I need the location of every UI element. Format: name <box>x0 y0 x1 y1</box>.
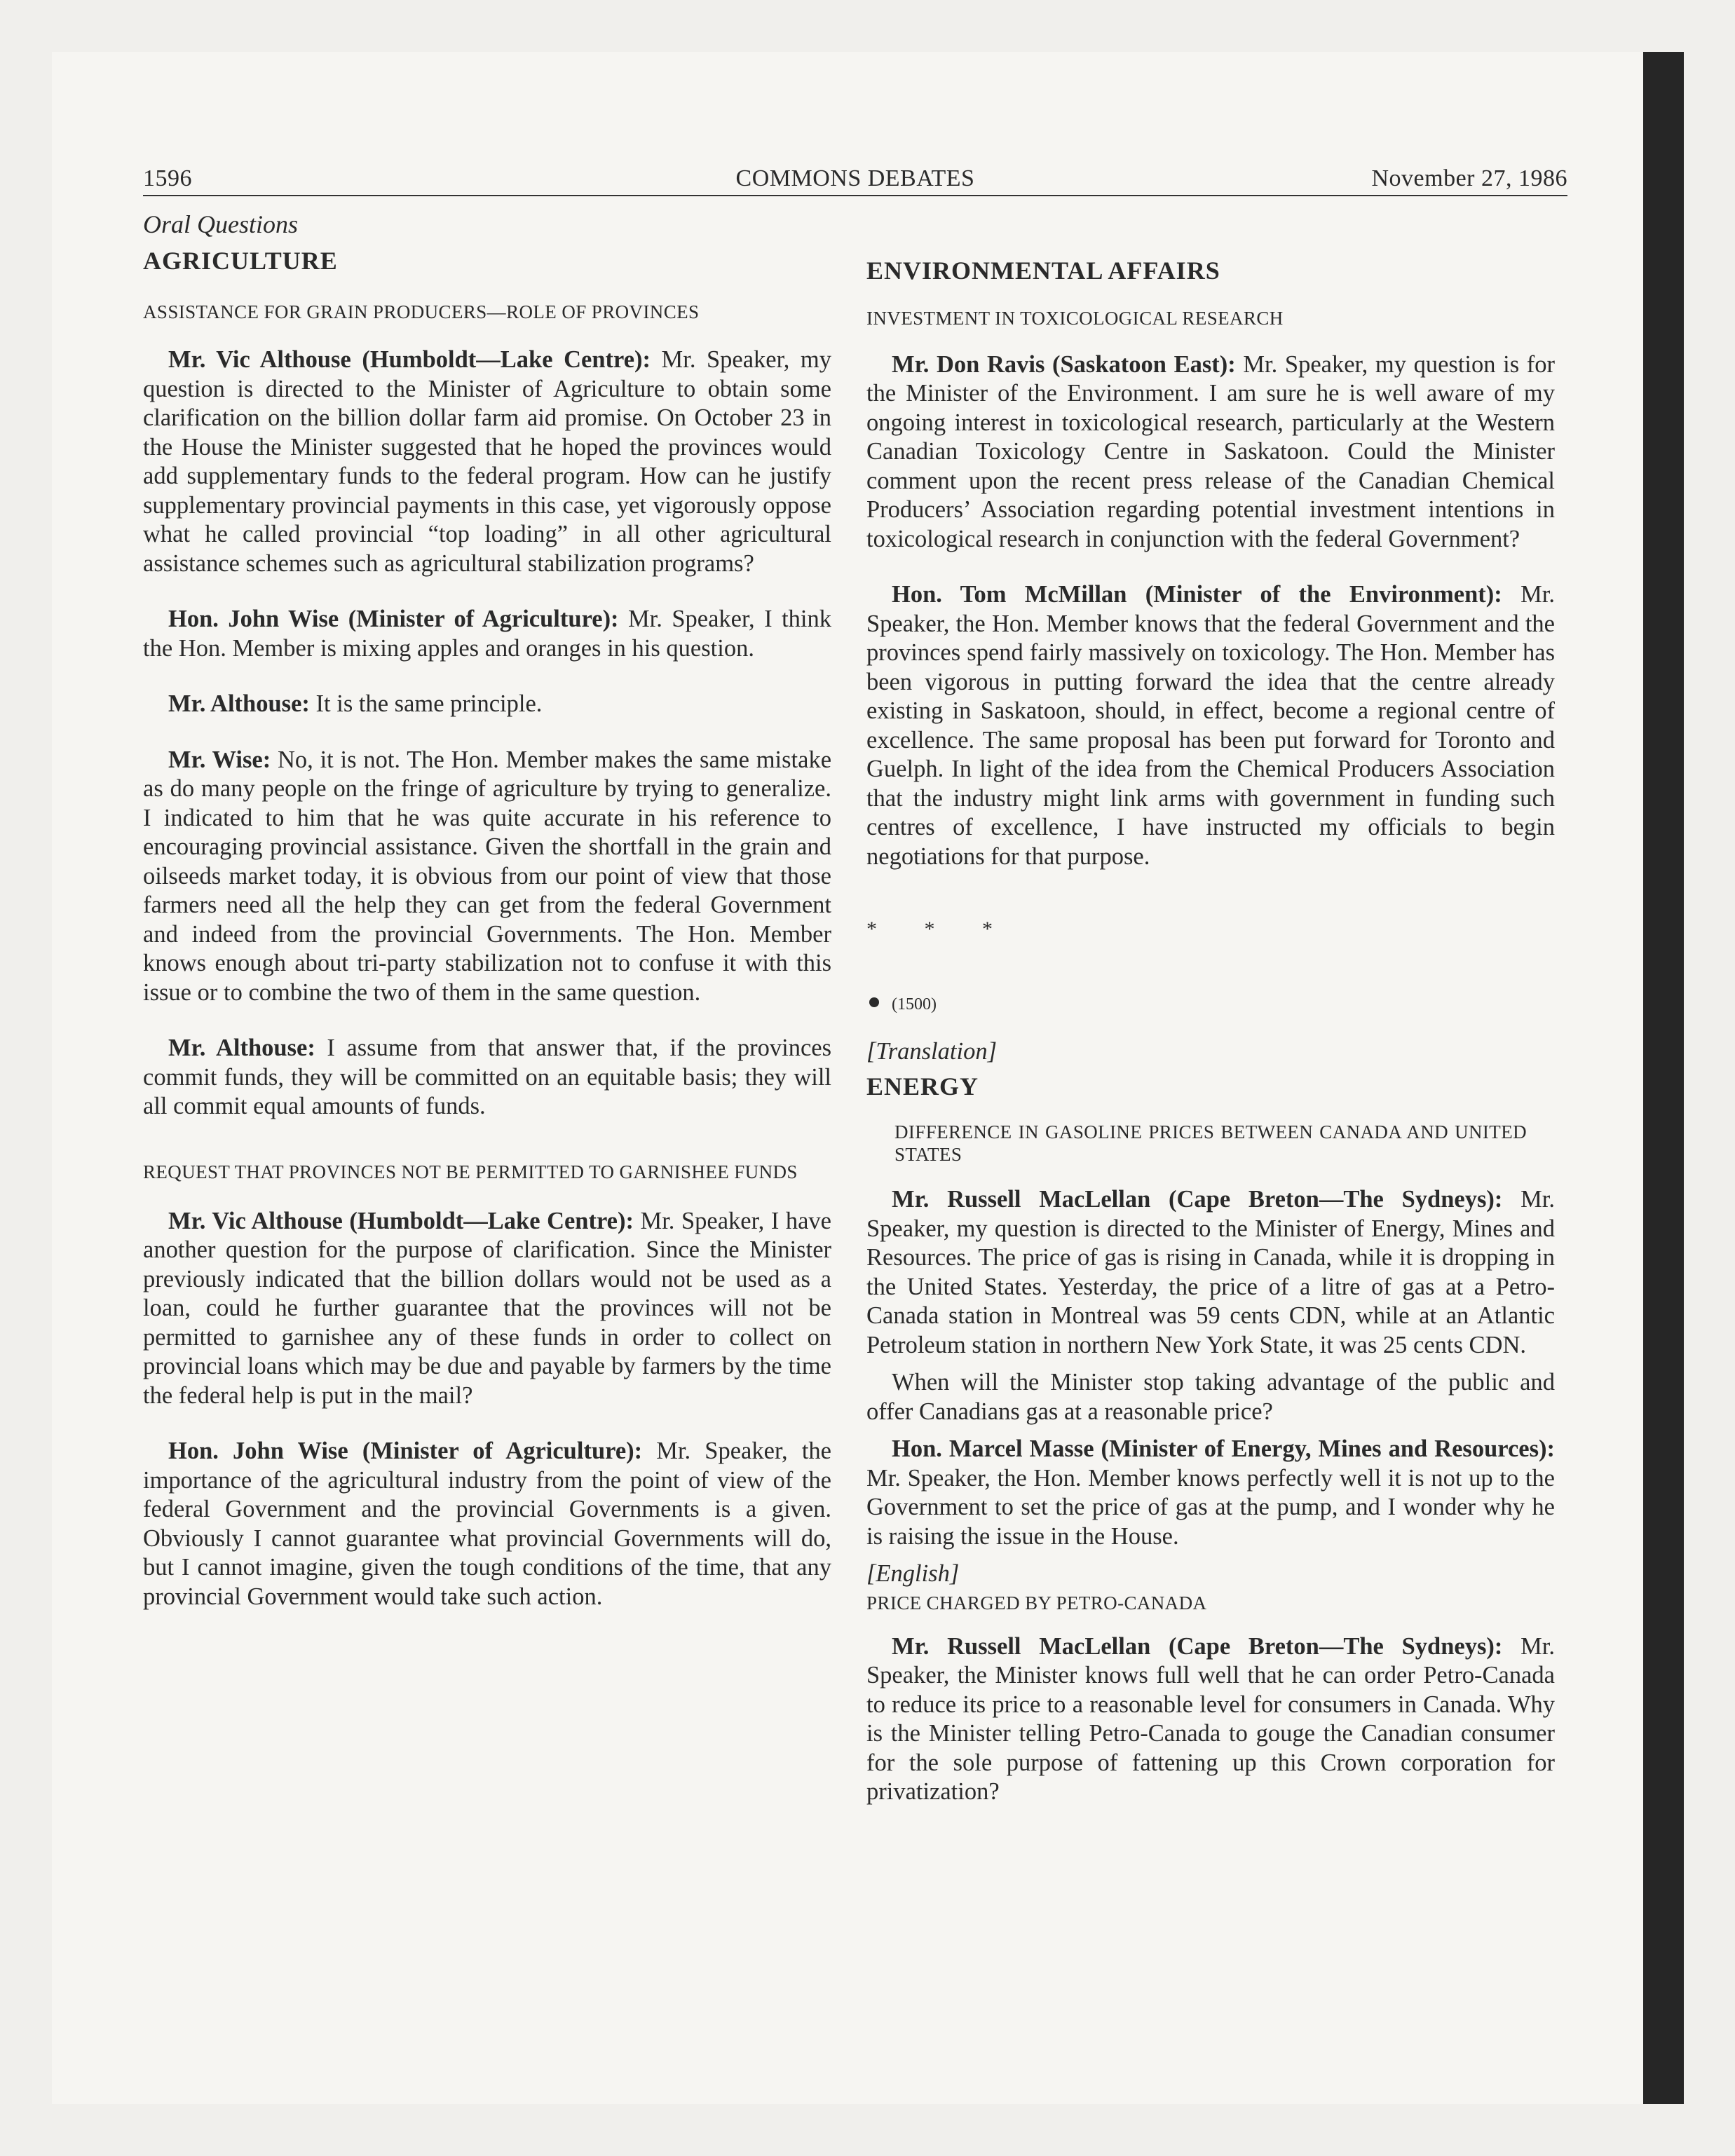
subheading-petro-canada-price: PRICE CHARGED BY PETRO-CANADA <box>866 1592 1207 1613</box>
speech-paragraph <box>866 350 1555 554</box>
section-kicker: Oral Questions <box>143 210 299 238</box>
section-heading-environmental-affairs: ENVIRONMENTAL AFFAIRS <box>866 257 1220 285</box>
speech-text: When will the Minister stop taking advantage of the public and offer Canadians gas at a reasonable price? <box>866 1369 1555 1425</box>
timestamp: (1500) <box>892 995 937 1014</box>
speech-text: Mr. Speaker, my question is directed to the Minister of Agriculture to obtain some clarification on the billion dollar farm aid promise. On October 23 in the House the Minister suggested that he hoped the provinces would add supplementary funds to the federal program. How can he justify supplementary provincial payments in this case, yet vigorously oppose what he called provincial “top loading” in all other agricultural assistance schemes such as agricultural stabilization programs? <box>143 346 831 577</box>
header-rule <box>143 195 1567 196</box>
speech-paragraph <box>866 1185 1555 1360</box>
speech-paragraph <box>143 1207 831 1411</box>
section-separator-stars: * * * <box>866 917 1014 941</box>
speech-text: Mr. Speaker, the Minister knows full well that he can order Petro-Canada to reduce its price to a reasonable level for consumers in Canada. Why is the Minister telling Petro-Canada to gouge the Canadian consumer for the sole purpose of fattening up this Crown corporation for privatization? <box>866 1632 1555 1805</box>
speech-paragraph <box>143 346 831 578</box>
speech-text: Mr. Speaker, I think the Hon. Member is mixing apples and oranges in his question. <box>143 606 831 662</box>
speaker-name: Mr. Don Ravis (Saskatoon East): <box>892 350 1236 378</box>
bullet-icon <box>869 997 879 1007</box>
left-column <box>143 210 831 1611</box>
speaker-name: Hon. Marcel Masse (Minister of Energy, Mines and Resources): <box>892 1435 1555 1462</box>
publication-title: COMMONS DEBATES <box>735 165 975 191</box>
running-header <box>143 165 1567 198</box>
speech-text: It is the same principle. <box>309 690 543 717</box>
speech-paragraph <box>143 690 831 719</box>
language-marker-translation: [Translation] <box>866 1038 997 1065</box>
speech-text: Mr. Speaker, the importance of the agricultural industry from the point of view of the federal Government and the provincial Governments is a given. Obviously I cannot guarantee what provincial Governments will do, but I cannot imagine, given the tough conditions of the time, that any provincial Government would take such action. <box>143 1438 831 1610</box>
speech-text: No, it is not. The Hon. Member makes the same mistake as do many people on the fringe of agriculture by trying to generalize. I indicated to him that he was quite accurate in his reference to encouraging provincial assistance. Given the shortfall in the grain and oilseeds market today, it is obvious from our point of view that those farmers need all the help they can get from the federal Government and indeed from the provincial Governments. The Hon. Member knows enough about tri-party stabilization not to confuse it with this issue or to combine the two of them in the same question. <box>143 746 832 1006</box>
speaker-name: Mr. Russell MacLellan (Cape Breton—The Sydneys): <box>892 1186 1503 1213</box>
subheading-grain-producers: ASSISTANCE FOR GRAIN PRODUCERS—ROLE OF PROVINCES <box>143 301 700 322</box>
speech-paragraph <box>866 1368 1555 1426</box>
speaker-name: Mr. Vic Althouse (Humboldt—Lake Centre): <box>168 1207 634 1234</box>
speech-paragraph <box>143 1034 831 1121</box>
speech-text: I assume from that answer that, if the provinces commit funds, they will be committed on an equitable basis; they will all commit equal amounts of funds. <box>143 1035 831 1119</box>
speaker-name: Hon. Tom McMillan (Minister of the Environment): <box>892 581 1502 608</box>
scan-edge-shadow <box>1643 52 1684 2104</box>
subheading-garnishee-funds: REQUEST THAT PROVINCES NOT BE PERMITTED TO GARNISHEE FUNDS <box>143 1161 798 1182</box>
speech-text: Mr. Speaker, my question is directed to the Minister of Energy, Mines and Resources. The price of gas is rising in Canada, while it is dropping in the United States. Yesterday, the price of a litre of gas at a Petro-Canada station in Montreal was 59 cents CDN, while at an Atlantic Petroleum station in northern New York State, it was 25 cents CDN. <box>866 1186 1555 1358</box>
speech-paragraph <box>143 746 831 1008</box>
subheading-gasoline-prices: DIFFERENCE IN GASOLINE PRICES BETWEEN CANADA AND UNITED STATES <box>894 1121 1527 1165</box>
section-heading-energy: ENERGY <box>866 1072 979 1100</box>
speaker-name: Mr. Althouse: <box>168 1035 315 1061</box>
speech-paragraph <box>866 580 1555 871</box>
speaker-name: Mr. Russell MacLellan (Cape Breton—The Sydneys): <box>892 1632 1503 1660</box>
header-date: November 27, 1986 <box>1371 165 1567 191</box>
speaker-name: Hon. John Wise (Minister of Agriculture): <box>168 606 619 632</box>
speaker-name: Mr. Wise: <box>168 746 271 773</box>
speech-paragraph <box>866 1632 1555 1807</box>
timestamp-line <box>866 988 1555 1020</box>
speaker-name: Hon. John Wise (Minister of Agriculture): <box>168 1438 643 1464</box>
speech-paragraph <box>143 1437 831 1611</box>
speech-text: Mr. Speaker, the Hon. Member knows perfectly well it is not up to the Government to set the price of gas at the pump, and I wonder why he is raising the issue in the House. <box>866 1464 1555 1550</box>
speech-paragraph <box>143 605 831 663</box>
speech-text: Mr. Speaker, the Hon. Member knows that the federal Government and the provinces spend fairly massively on toxicology. The Hon. Member has been vigorous in putting forward the idea that the centre already existing in Saskatoon, should, in effect, become a regional centre of excellence. The same proposal has been put forward for Toronto and Guelph. In light of the idea from the Chemical Producers Association that the industry might link arms with government in funding such centres of excellence, I have instructed my officials to begin negotiations for that purpose. <box>866 581 1555 870</box>
speech-text: Mr. Speaker, I have another question for the purpose of clarification. Since the Minister previously indicated that the billion dollars would not be used as a loan, could he further guarantee that the provinces will not be permitted to garnishee any of these funds in order to collect on provincial loans which may be due and payable by farmers by the time the federal help is put in the mail? <box>143 1207 831 1409</box>
section-heading-agriculture: AGRICULTURE <box>143 246 338 275</box>
page-number: 1596 <box>143 165 192 191</box>
subheading-toxicological-research: INVESTMENT IN TOXICOLOGICAL RESEARCH <box>866 307 1284 329</box>
language-marker-english: [English] <box>866 1560 960 1587</box>
right-column <box>866 210 1555 1807</box>
speaker-name: Mr. Vic Althouse (Humboldt—Lake Centre): <box>168 346 651 373</box>
speech-text: Mr. Speaker, my question is for the Minister of the Environment. I am sure he is well aware of my ongoing interest in toxicological research, particularly at the Western Canadian Toxicology Centre in Saskatoon. Could the Minister comment upon the recent press release of the Canadian Chemical Producers’ Association regarding potential investment intentions in toxicological research in conjunction with the federal Government? <box>866 350 1555 552</box>
speech-paragraph <box>866 1435 1555 1551</box>
speaker-name: Mr. Althouse: <box>168 690 310 717</box>
